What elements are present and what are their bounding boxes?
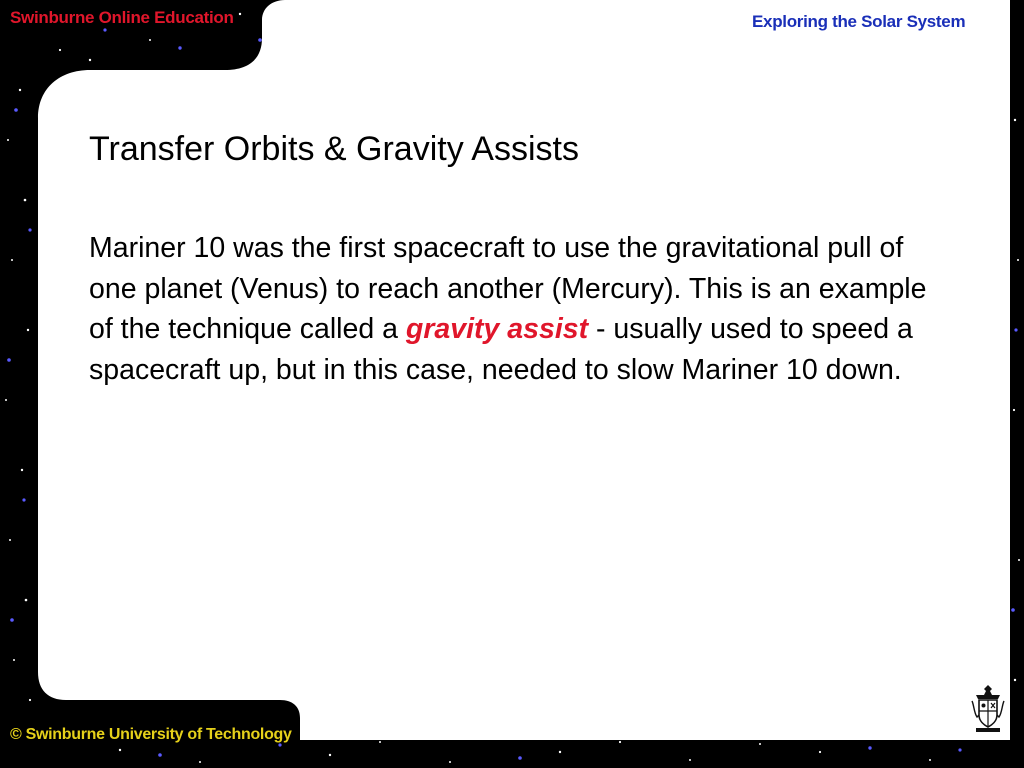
- slide-title: Transfer Orbits & Gravity Assists: [89, 130, 579, 168]
- course-header-label: Exploring the Solar System: [752, 12, 966, 31]
- copyright-footer: © Swinburne University of Technology: [10, 726, 292, 743]
- body-text-part1: Mariner 10 was the first spacecraft to use the gravitational pull of one planet (Venus) to reach another (Mercury). This is an example of the technique called a: [89, 232, 927, 345]
- gravity-assist-emphasis: gravity assist: [405, 313, 589, 345]
- slide-body: [89, 228, 949, 390]
- org-header-label: Swinburne Online Education: [10, 8, 234, 27]
- body-text-part2: - usually used to speed a spacecraft up, but in this case, needed to slow Mariner 10 down.: [89, 313, 913, 386]
- university-crest-icon: [970, 683, 1006, 733]
